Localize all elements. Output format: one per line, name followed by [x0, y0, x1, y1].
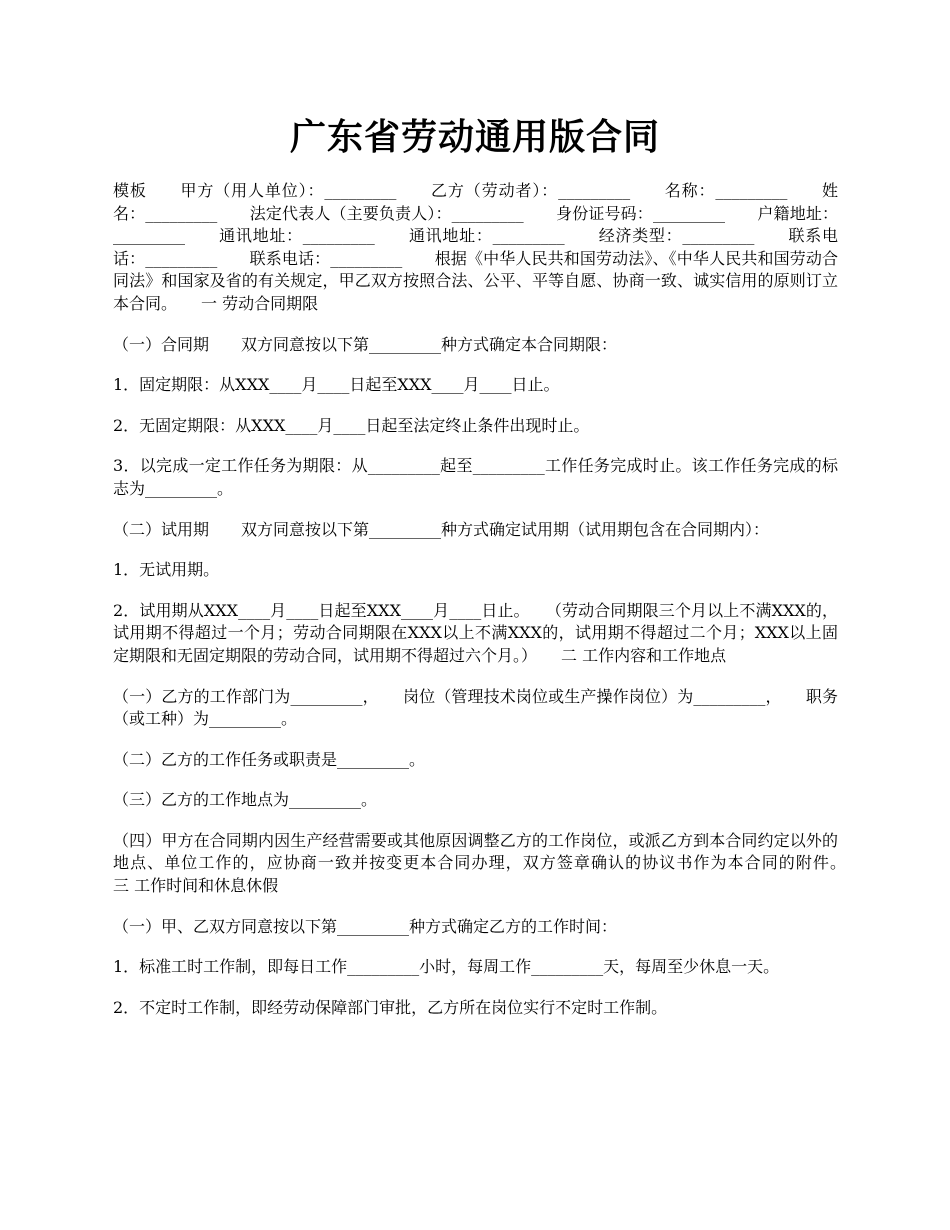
document-body	[113, 180, 871, 1037]
paragraph-flexible-hours: 2．不定时工作制，即经劳动保障部门审批，乙方所在岗位实行不定时工作制。	[113, 997, 668, 1017]
paragraph-parties: 模板 甲方（用人单位）：_________ 乙方（劳动者）：_________ 名称：_________ 姓名：_________ 法定代表人（主要负责人）：_________ 身份证号码：_________ 户籍地址：_________ 通讯地址：_________ 通讯地址：_________ 经济类型：_________ 联系电话：_________ 联系电话：_________ 根据《中华人民共和国劳动法》、《中华人民共和国劳动合同法》和国家及省的有关规定，甲乙双方按照合法、公平、平等自愿、协商一致、诚实信用的原则订立本合同。 一 劳动合同期限	[113, 181, 838, 313]
paragraph-fixed-term: 1．固定期限：从XXX____月____日起至XXX____月____日止。	[113, 375, 560, 395]
paragraph-work-location: （三）乙方的工作地点为_________。	[113, 790, 378, 810]
paragraph-probation: （二）试用期 双方同意按以下第_________种方式确定试用期（试用期包含在合同期内）：	[113, 519, 770, 539]
paragraph-no-probation: 1．无试用期。	[113, 560, 220, 580]
paragraph-work-hours: （一）甲、乙双方同意按以下第_________种方式确定乙方的工作时间：	[113, 916, 618, 936]
document-title: 广东省劳动通用版合同	[289, 116, 660, 158]
paragraph-open-term: 2．无固定期限：从XXX____月____日起至法定终止条件出现时止。	[113, 415, 590, 435]
paragraph-task-term: 3．以完成一定工作任务为期限：从_________起至_________工作任务完成时止。该工作任务完成的标志为_________。	[113, 456, 838, 498]
paragraph-work-duties: （二）乙方的工作任务或职责是_________。	[113, 749, 426, 769]
paragraph-standard-hours: 1．标准工时工作制，即每日工作_________小时，每周工作_________天，每周至少休息一天。	[113, 957, 780, 977]
paragraph-contract-term: （一）合同期 双方同意按以下第_________种方式确定本合同期限：	[113, 334, 618, 354]
paragraph-probation-period: 2．试用期从XXX____月____日起至XXX____月____日止。 （劳动合同期限三个月以上不满XXX的，试用期不得超过一个月；劳动合同期限在XXX以上不满XXX的，试用期不得超过二个月；XXX以上固定期限和无固定期限的劳动合同，试用期不得超过六个月。） 二 工作内容和工作地点	[113, 600, 838, 665]
paragraph-job-adjustment: （四）甲方在合同期内因生产经营需要或其他原因调整乙方的工作岗位，或派乙方到本合同约定以外的地点、单位工作的，应协商一致并按变更本合同办理，双方签章确认的协议书作为本合同的附件。 三 工作时间和休息休假	[113, 830, 871, 896]
paragraph-work-department: （一）乙方的工作部门为_________， 岗位（管理技术岗位或生产操作岗位）为_________， 职务（或工种）为_________。	[113, 686, 838, 729]
